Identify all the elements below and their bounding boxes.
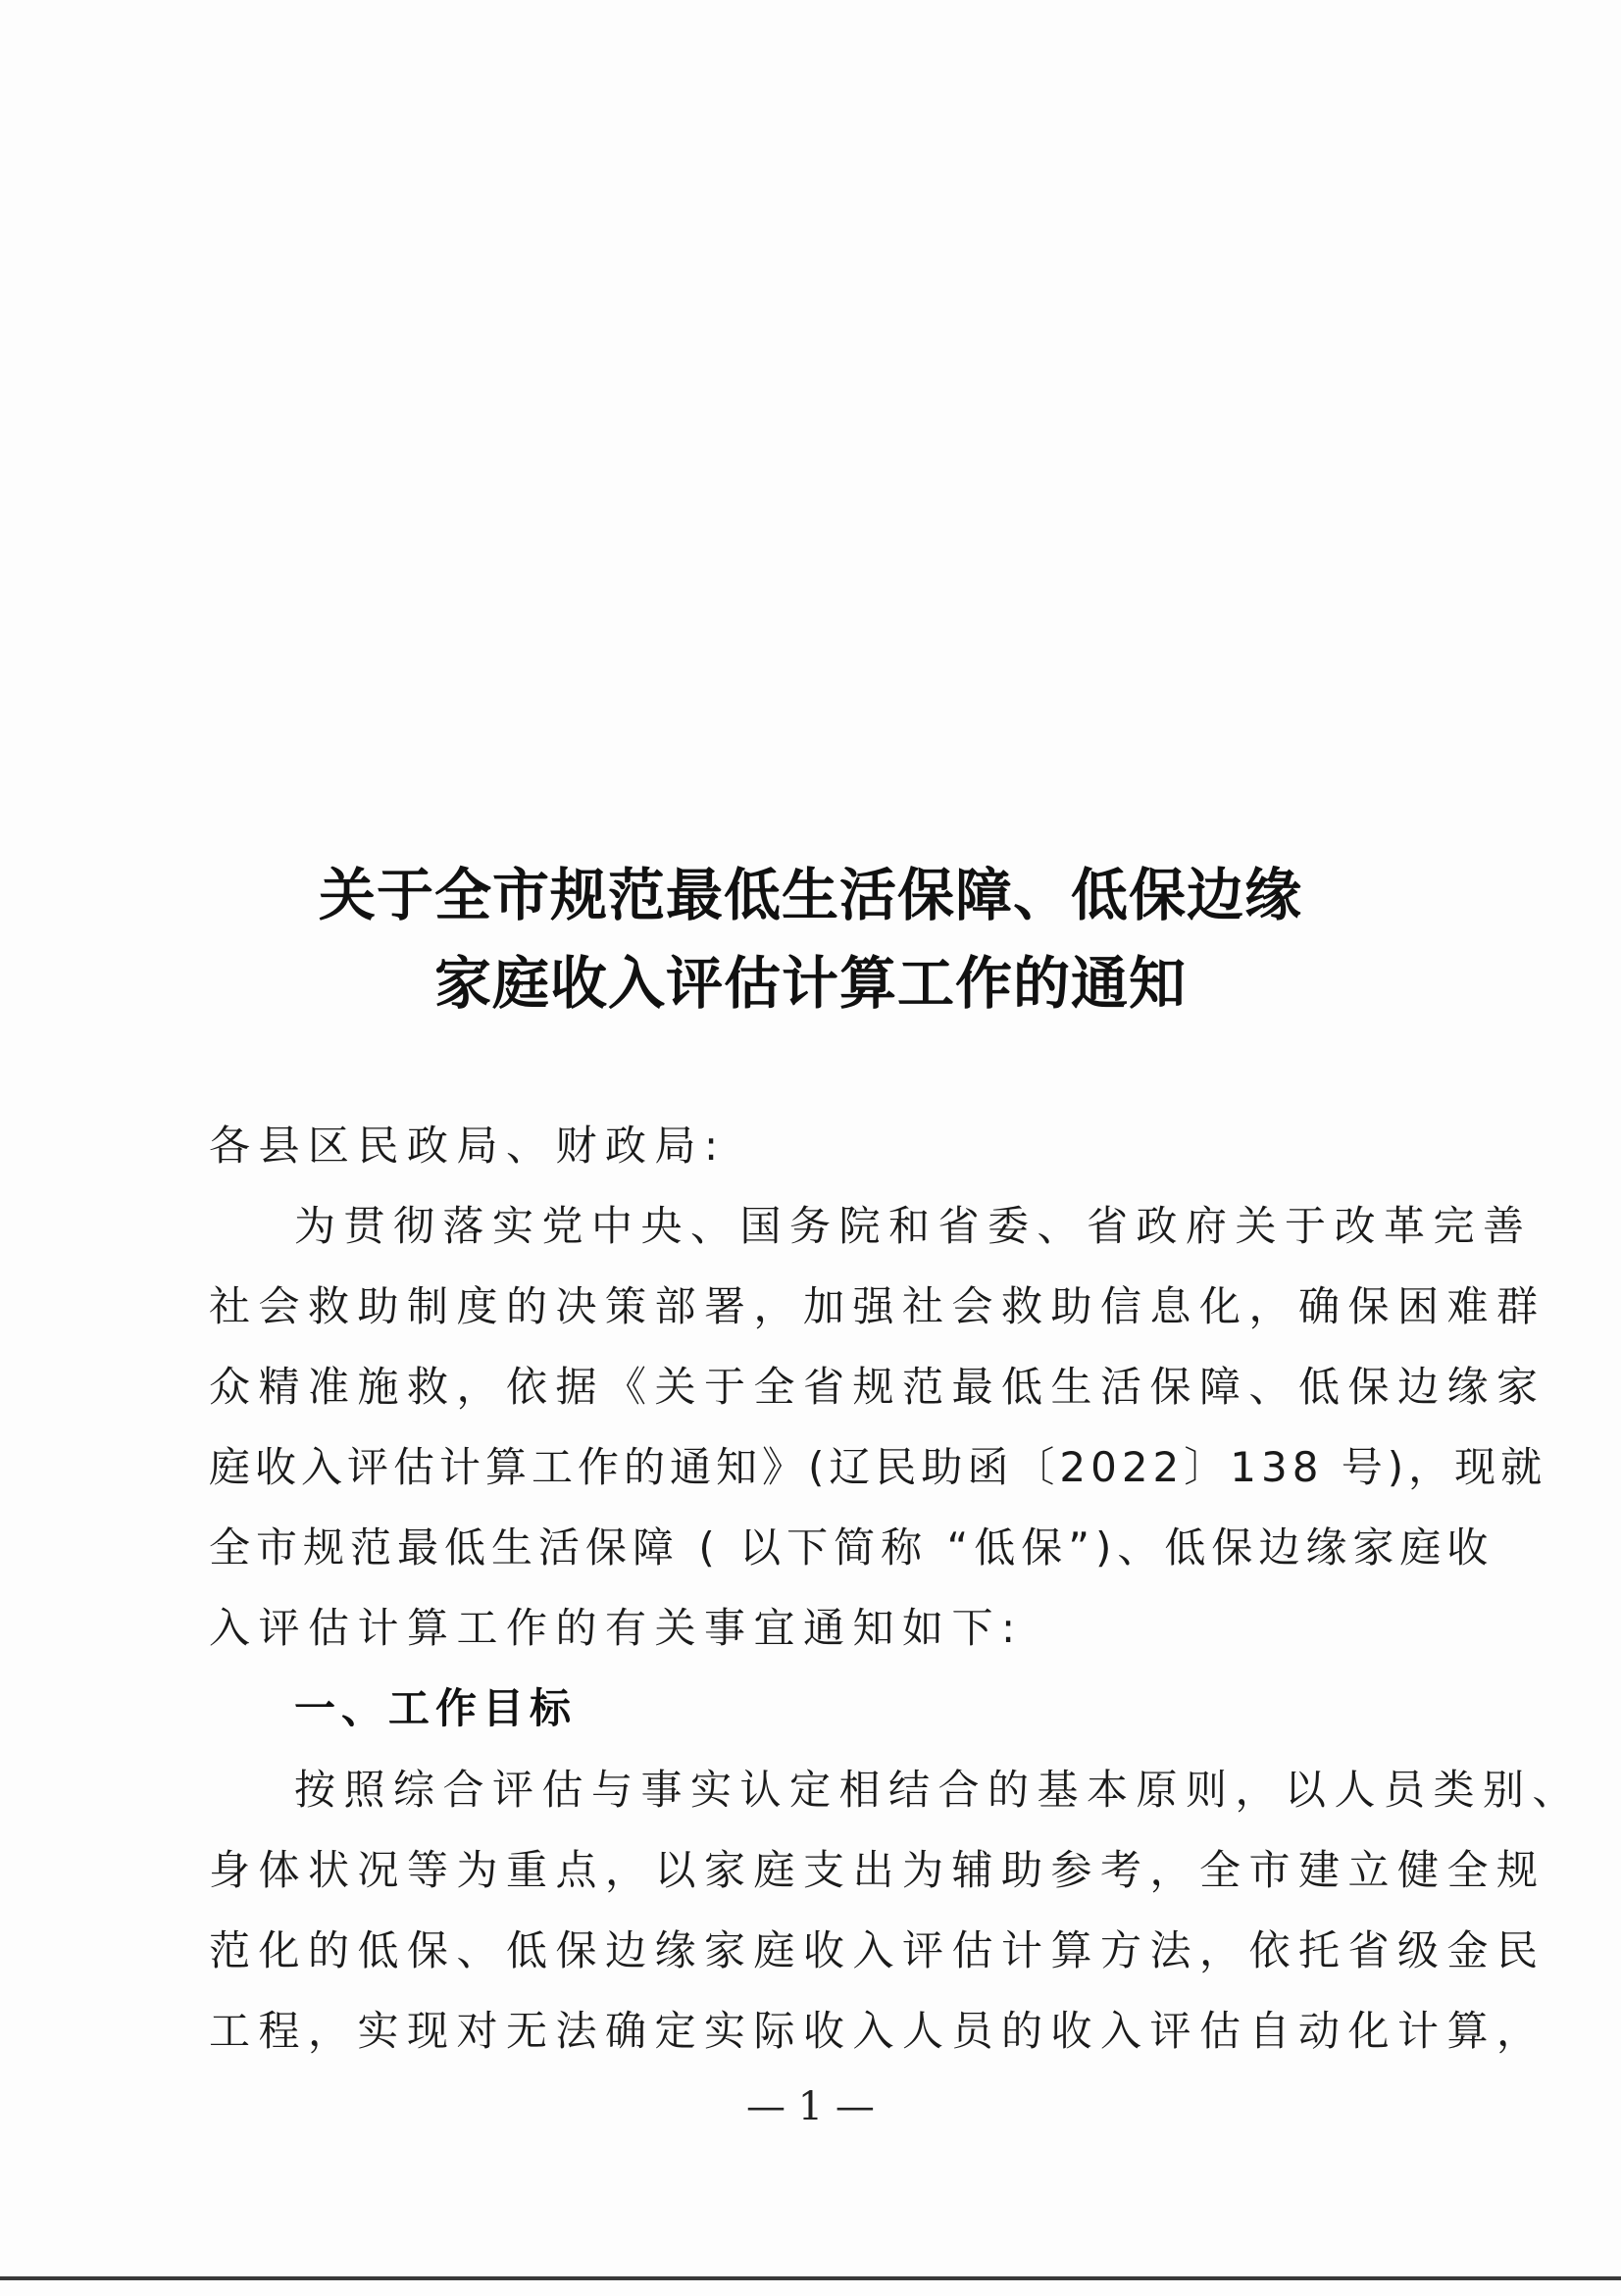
scan-edge-line [0,2276,1621,2280]
paragraph-2-line: 范化的低保、低保边缘家庭收入评估计算方法，依托省级金民 [209,1926,1546,1974]
paragraph-1-line: 众精准施救，依据《关于全省规范最低生活保障、低保边缘家 [209,1363,1546,1411]
document-title-line-2: 家庭收入评估计算工作的通知 [433,950,1187,1017]
paragraph-1-line: 社会救助制度的决策部署，加强社会救助信息化，确保困难群 [209,1282,1546,1330]
paragraph-2-line: 工程，实现对无法确定实际收入人员的收入评估自动化计算， [209,2007,1546,2055]
paragraph-1-line: 入评估计算工作的有关事宜通知如下: [209,1604,1024,1652]
salutation: 各县区民政局、财政局: [209,1122,727,1170]
document-title-line-1: 关于全市规范最低生活保障、低保边缘 [318,862,1302,928]
paragraph-2-line: 身体状况等为重点，以家庭支出为辅助参考，全市建立健全规 [209,1846,1546,1894]
paragraph-2-line: 按照综合评估与事实认定相结合的基本原则，以人员类别、 [294,1766,1583,1814]
page-number: — 1 — [746,2084,875,2129]
paragraph-1-line: 全市规范最低生活保障 ( 以下简称 “低保”)、低保边缘家庭收 [209,1523,1494,1572]
section-heading: 一、工作目标 [294,1684,578,1732]
paragraph-1-line: 为贯彻落实党中央、国务院和省委、省政府关于改革完善 [294,1202,1533,1250]
paragraph-1-line: 庭收入评估计算工作的通知》(辽民助函〔2022〕138 号)，现就 [209,1443,1547,1491]
